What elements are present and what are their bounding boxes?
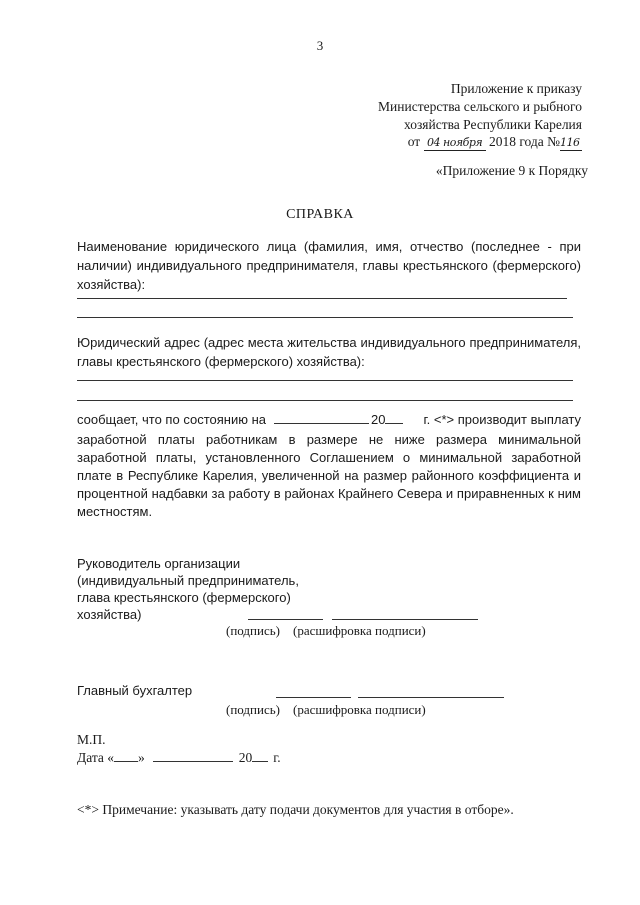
accountant-decode-caption: (расшифровка подписи) [293,702,426,717]
stamp-mark: М.П. [77,732,106,747]
header-order-date-line [408,134,582,151]
date-line [77,750,281,766]
head-label-line-3: глава крестьянского (фермерского) [77,590,291,605]
header-line-2: Министерства сельского и рыбного [378,99,582,114]
legal-address-label: Юридический адрес (адрес места жительства индивидуального предпринимателя, главы крестьянского (фермерского) хозяйства): [77,335,581,369]
appendix-reference: «Приложение 9 к Порядку [435,163,588,178]
head-sign-caption: (подпись) [226,623,280,638]
page-number: 3 [316,38,324,53]
handwritten-date: 04 ноября [424,136,486,151]
statement-date-blank[interactable] [274,412,369,424]
date-suffix: 2018 года № [488,134,560,149]
accountant-sign-caption: (подпись) [226,702,280,717]
accountant-label: Главный бухгалтер [77,683,193,698]
accountant-signature-line[interactable] [276,697,351,698]
legal-address-field-line-1[interactable] [77,380,573,381]
header-line-1: Приложение к приказу [450,81,582,96]
date-day-blank[interactable] [114,750,138,762]
head-label-line-4: хозяйства) [77,607,142,622]
entity-name-field-line-1[interactable] [77,298,567,299]
head-decode-caption: (расшифровка подписи) [293,623,426,638]
document-title: СПРАВКА [286,207,354,222]
date-year-prefix: 20 [238,750,253,765]
footnote: <*> Примечание: указывать дату подачи документов для участия в отборе». [77,802,514,817]
date-month-blank[interactable] [153,750,233,762]
date-year-suffix: г. [273,750,281,765]
entity-name-field-line-2[interactable] [77,317,573,318]
date-close-quote: » [138,750,145,765]
statement-body: заработной платы работникам в размере не ниже размера минимальной заработной платы, установленного Соглашением о минимальной заработной плате в Республике Карелия, увеличенной на размер районного коэффициента и процентной надбавки за работу в районах Крайнего Севера и приравненных к ним местностям. [77,432,581,519]
accountant-decode-line[interactable] [358,697,504,698]
statement-year-blank[interactable] [385,412,403,424]
head-signature-line[interactable] [248,619,323,620]
date-year-blank[interactable] [252,750,268,762]
date-label: Дата « [77,750,115,765]
entity-name-label: Наименование юридического лица (фамилия, имя, отчество (последнее - при наличии) индивидуального предпринимателя, главы крестьянского (фермерского) хозяйства): [77,239,581,292]
statement-first-line [77,412,581,427]
handwritten-number: 116 [560,136,582,151]
statement-year-suffix: г. <*> производит выплату [423,412,581,427]
header-line-3: хозяйства Республики Карелия [403,117,582,132]
head-label-line-1: Руководитель организации [77,556,241,571]
statement-year-prefix: 20 [370,412,386,427]
date-prefix: от [407,134,421,149]
legal-address-field-line-2[interactable] [77,400,573,401]
statement-lead: сообщает, что по состоянию на [77,412,266,427]
head-signature-label [77,555,317,623]
head-decode-line[interactable] [332,619,478,620]
head-label-line-2: (индивидуальный предприниматель, [77,573,299,588]
